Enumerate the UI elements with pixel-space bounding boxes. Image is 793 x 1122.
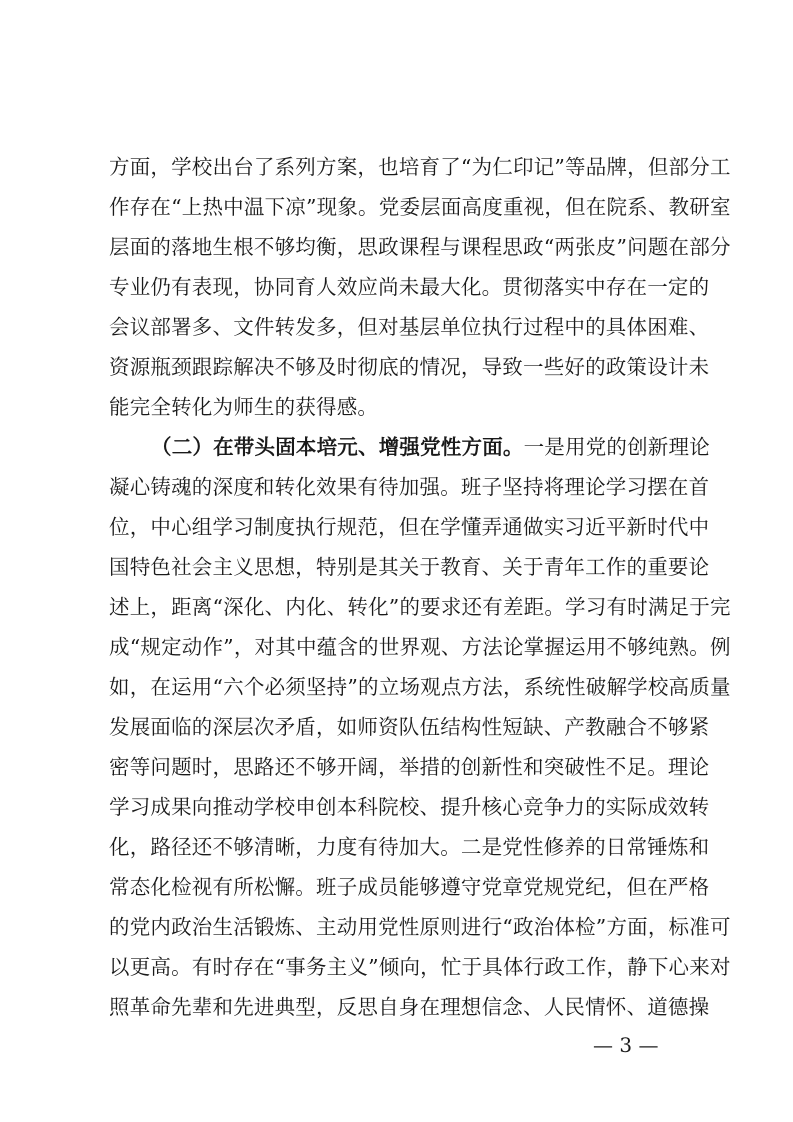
section-heading: （二）在带头固本培元、增强党性方面。: [151, 435, 524, 459]
body-text-line: 凝心铸魂的深度和转化效果有待加强。班子坚持将理论学习摆在首: [109, 475, 710, 499]
body-text-line: 作存在“上热中温下凉”现象。党委层面高度重视，但在院系、教研室: [109, 195, 731, 219]
body-text-line: 专业仍有表现，协同育人效应尚未最大化。贯彻落实中存在一定的: [109, 275, 710, 299]
body-text-line: 如，在运用“六个必须坚持”的立场观点方法，系统性破解学校高质量: [109, 675, 731, 699]
body-text-line: 层面的落地生根不够均衡，思政课程与课程思政“两张皮”问题在部分: [109, 235, 731, 259]
body-text-line: 学习成果向推动学校申创本科院校、提升核心竞争力的实际成效转: [109, 795, 710, 819]
body-text-line: 发展面临的深层次矛盾，如师资队伍结构性短缺、产教融合不够紧: [109, 715, 710, 739]
body-text-line: 的党内政治生活锻炼、主动用党性原则进行“政治体检”方面，标准可: [109, 915, 731, 939]
body-text-line: 以更高。有时存在“事务主义”倾向，忙于具体行政工作，静下心来对: [109, 955, 731, 979]
body-text-line: 述上，距离“深化、内化、转化”的要求还有差距。学习有时满足于完: [109, 595, 731, 619]
body-text-line: 位，中心组学习制度执行规范，但在学懂弄通做实习近平新时代中: [109, 515, 710, 539]
page-number: — 3 —: [593, 1033, 659, 1057]
body-text-line: 能完全转化为师生的获得感。: [109, 395, 379, 419]
section-heading-line: [151, 427, 710, 467]
body-text-line: 资源瓶颈跟踪解决不够及时彻底的情况，导致一些好的政策设计未: [109, 355, 710, 379]
body-text-line: 国特色社会主义思想，特别是其关于教育、关于青年工作的重要论: [109, 555, 710, 579]
body-text-line: 照革命先辈和先进典型，反思自身在理想信念、人民情怀、道德操: [109, 995, 710, 1019]
body-text-line: 密等问题时，思路还不够开阔，举措的创新性和突破性不足。理论: [109, 755, 710, 779]
body-text-line: 常态化检视有所松懈。班子成员能够遵守党章党规党纪，但在严格: [109, 875, 710, 899]
body-text-line: 成“规定动作”，对其中蕴含的世界观、方法论掌握运用不够纯熟。例: [109, 635, 731, 659]
section-heading-continuation: 一是用党的创新理论: [523, 435, 710, 459]
body-text-line: 方面，学校出台了系列方案，也培育了“为仁印记”等品牌，但部分工: [109, 155, 731, 179]
body-text-line: 会议部署多、文件转发多，但对基层单位执行过程中的具体困难、: [109, 315, 710, 339]
body-text-line: 化，路径还不够清晰，力度有待加大。二是党性修养的日常锤炼和: [109, 835, 710, 859]
